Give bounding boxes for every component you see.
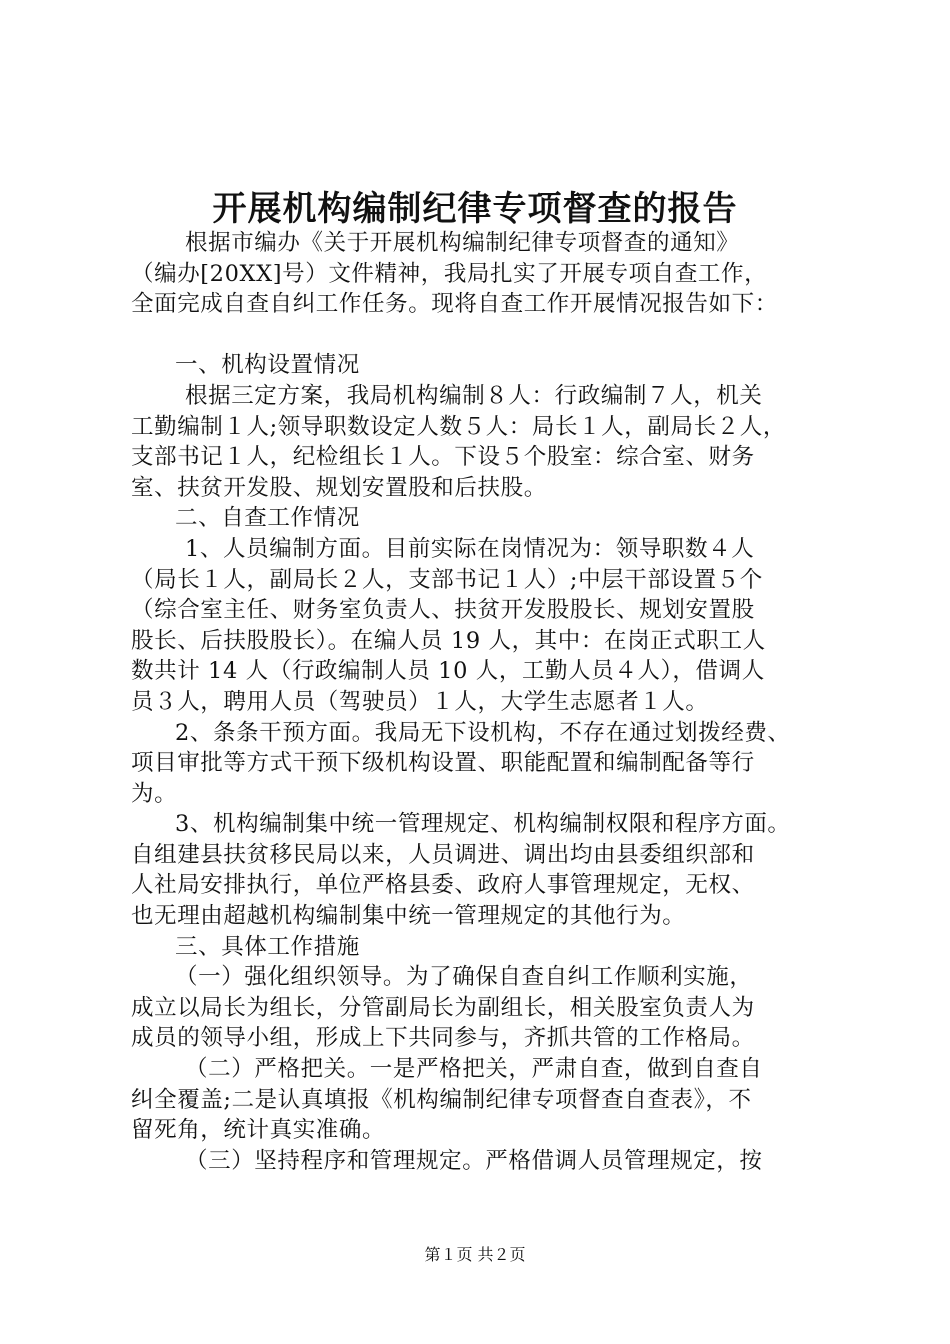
text-line: （一）强化组织领导。为了确保自查自纠工作顺利实施， [175, 964, 753, 991]
text-line: 为。 [131, 780, 178, 807]
text-line: 3、机构编制集中统一管理规定、机构编制权限和程序方面。 [175, 811, 791, 838]
text-line: 股长、后扶股股长）。在编人员 19 人，其中：在岗正式职工人 [131, 627, 766, 654]
text-line: 纠全覆盖;二是认真填报《机构编制纪律专项督查自查表》，不 [131, 1086, 752, 1113]
text-line: 1、人员编制方面。目前实际在岗情况为：领导职数４人 [185, 535, 755, 562]
text-line: 留死角，统计真实准确。 [131, 1117, 386, 1144]
page-footer: 第１页 共２页 [424, 1245, 526, 1264]
section-heading: 三、具体工作措施 [175, 933, 360, 960]
text-line: 工勤编制１人;领导职数设定人数５人：局长１人，副局长２人， [131, 413, 786, 440]
blank-line [131, 320, 831, 351]
document-title: 开展机构编制纪律专项督查的报告 [212, 189, 738, 229]
text-line: 支部书记１人，纪检组长１人。下设５个股室：综合室、财务 [131, 444, 755, 471]
text-line: 自组建县扶贫移民局以来，人员调进、调出均由县委组织部和 [131, 841, 755, 868]
text-line: （综合室主任、财务室负责人、扶贫开发股股长、规划安置股 [131, 597, 755, 624]
text-line: 室、扶贫开发股、规划安置股和后扶股。 [131, 474, 547, 501]
text-line: 项目审批等方式干预下级机构设置、职能配置和编制配备等行 [131, 750, 755, 777]
text-line: （局长１人，副局长２人，支部书记１人）;中层干部设置５个 [131, 566, 763, 593]
text-line: 员３人，聘用人员（驾驶员）１人，大学生志愿者１人。 [131, 688, 709, 715]
section-heading: 一、机构设置情况 [175, 352, 360, 379]
section-heading: 二、自查工作情况 [175, 505, 360, 532]
text-line: 成立以局长为组长，分管副局长为副组长，相关股室负责人为 [131, 994, 755, 1021]
text-line: 数共计 14 人（行政编制人员 10 人，工勤人员４人），借调人 [131, 658, 765, 685]
document-body [131, 228, 831, 1176]
text-line: 2、条条干预方面。我局无下设机构，不存在通过划拨经费、 [175, 719, 791, 746]
text-line: 根据市编办《关于开展机构编制纪律专项督查的通知》 [185, 230, 740, 256]
text-line: （编办[20XX]号）文件精神，我局扎实了开展专项自查工作， [131, 260, 768, 287]
text-line: 人社局安排执行，单位严格县委、政府人事管理规定，无权、 [131, 872, 755, 899]
text-line: 也无理由超越机构编制集中统一管理规定的其他行为。 [131, 903, 686, 930]
text-line: 成员的领导小组，形成上下共同参与，齐抓共管的工作格局。 [131, 1025, 755, 1052]
text-line: （二）严格把关。一是严格把关，严肃自查，做到自查自 [185, 1056, 763, 1083]
text-line: 根据三定方案，我局机构编制８人：行政编制７人，机关 [185, 382, 763, 409]
text-line: （三）坚持程序和管理规定。严格借调人员管理规定，按 [185, 1147, 763, 1174]
text-line: 全面完成自查自纠工作任务。现将自查工作开展情况报告如下： [131, 291, 778, 318]
